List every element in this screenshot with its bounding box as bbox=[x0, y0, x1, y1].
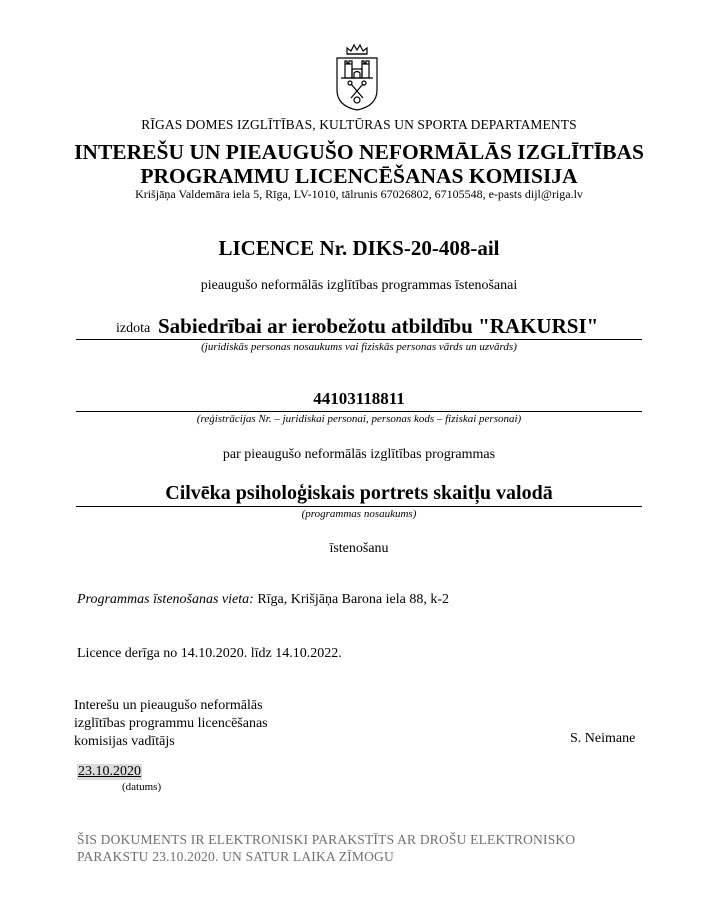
chair-title-line1: Interešu un pieaugušo neformālās bbox=[74, 698, 263, 713]
signature-date: 23.10.2020 bbox=[78, 764, 141, 779]
registration-number: 44103118811 bbox=[313, 389, 405, 408]
date-caption: (datums) bbox=[122, 781, 162, 793]
riga-coat-of-arms-icon bbox=[333, 42, 381, 112]
program-name-line bbox=[76, 480, 642, 507]
for-program-text: par pieaugušo neformālās izglītības programmas bbox=[222, 447, 496, 462]
issued-to-name: Sabiedrībai ar ierobežotu atbildību "RAKURSI" bbox=[158, 314, 599, 338]
registration-hint: (reģistrācijas Nr. – juridiskai personai, personas kods – fiziskai personai) bbox=[196, 413, 522, 425]
registration-number-line bbox=[76, 387, 642, 412]
commission-chair-title bbox=[74, 697, 268, 751]
licence-title: LICENCE Nr. DIKS-20-408-ail bbox=[218, 236, 500, 260]
issued-prefix: izdota bbox=[116, 321, 151, 336]
program-place-label: Programmas īstenošanas vieta: bbox=[77, 592, 254, 607]
commission-address: Krišjāņa Valdemāra iela 5, Rīga, LV-1010, tālrunis 67026802, 67105548, e-pasts dijl@riga.lv bbox=[135, 187, 583, 201]
commission-title-line2: PROGRAMMU LICENCĒŠANAS KOMISIJA bbox=[140, 164, 578, 188]
program-hint: (programmas nosaukums) bbox=[301, 508, 417, 520]
esign-line2: PARAKSTU 23.10.2020. UN SATUR LAIKA ZĪMOGU bbox=[77, 849, 394, 864]
chair-title-line3: komisijas vadītājs bbox=[74, 734, 175, 749]
chair-title-line2: izglītības programmu licencēšanas bbox=[74, 716, 268, 731]
licence-validity: Licence derīga no 14.10.2020. līdz 14.10.2022. bbox=[77, 646, 342, 661]
commission-title-line1: INTEREŠU UN PIEAUGUŠO NEFORMĀLĀS IZGLĪTĪBAS bbox=[74, 140, 644, 164]
program-place bbox=[77, 592, 449, 608]
program-place-value: Rīga, Krišjāņa Barona iela 88, k-2 bbox=[257, 592, 449, 607]
implementation-text: īstenošanu bbox=[329, 541, 389, 556]
issued-to-hint: (juridiskās personas nosaukums vai fiziskās personas vārds un uzvārds) bbox=[201, 341, 517, 353]
commission-title bbox=[0, 140, 718, 188]
electronic-signature-notice bbox=[77, 831, 575, 865]
issued-to-line bbox=[76, 312, 642, 340]
esign-line1: ŠIS DOKUMENTS IR ELEKTRONISKI PARAKSTĪTS AR DROŠU ELEKTRONISKO bbox=[77, 832, 576, 847]
licence-purpose: pieaugušo neformālās izglītības programmas īstenošanai bbox=[200, 278, 518, 293]
signer-name: S. Neimane bbox=[570, 731, 636, 746]
department-name: RĪGAS DOMES IZGLĪTĪBAS, KULTŪRAS UN SPORTA DEPARTAMENTS bbox=[141, 117, 577, 132]
program-name: Cilvēka psiholoģiskais portrets skaitļu valodā bbox=[165, 482, 553, 504]
